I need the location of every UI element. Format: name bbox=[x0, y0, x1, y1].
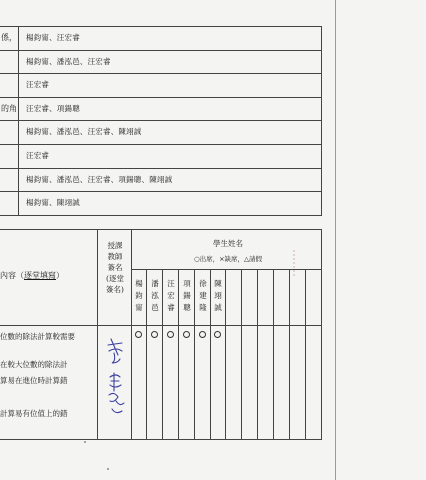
content-line: 算易在進位時計算錯 bbox=[0, 376, 68, 385]
row-names: 楊鈞甯、潘泓邑、汪宏睿、項鍚聰、陳翊誠 bbox=[26, 174, 173, 184]
content-line: 在較大位數的除法計 bbox=[0, 360, 68, 369]
teacher-header-line: 簽名 bbox=[107, 263, 123, 272]
name-row bbox=[0, 98, 322, 122]
name-row bbox=[0, 145, 322, 169]
page-edge-line bbox=[335, 0, 336, 480]
row-left-cell: 的角 bbox=[0, 98, 19, 121]
attendance-present-mark bbox=[214, 331, 221, 338]
row-left-cell bbox=[0, 74, 19, 97]
col-divider bbox=[225, 269, 226, 440]
student-name: 陳 翊 誠 bbox=[214, 279, 222, 312]
content-header-prefix: 內容（ bbox=[0, 271, 24, 280]
row-left-cell bbox=[0, 192, 19, 215]
teacher-header-line: 教師 bbox=[107, 252, 123, 261]
col-divider bbox=[257, 269, 258, 440]
name-row bbox=[0, 74, 322, 98]
col-divider bbox=[289, 269, 290, 440]
col-divider bbox=[162, 269, 163, 440]
row-divider bbox=[0, 325, 321, 326]
col-divider bbox=[146, 269, 147, 440]
teacher-header-line: (逐堂 bbox=[106, 274, 124, 283]
content-line: 計算易有位值上的錯 bbox=[0, 409, 68, 418]
row-names: 汪宏睿 bbox=[26, 150, 50, 160]
name-row bbox=[0, 169, 322, 193]
student-name: 楊 鈞 甯 bbox=[135, 279, 143, 312]
row-left-cell bbox=[0, 51, 19, 74]
content-line: 位數的除法計算較需要 bbox=[0, 332, 75, 341]
handwritten-signature bbox=[104, 333, 128, 419]
name-row bbox=[0, 121, 322, 145]
speck bbox=[107, 468, 109, 470]
content-header-underlined: 逐堂填寫 bbox=[24, 271, 56, 280]
attendance-present-mark bbox=[151, 331, 158, 338]
name-row bbox=[0, 192, 322, 216]
row-names: 楊鈞甯、陳翊誠 bbox=[26, 198, 80, 208]
col-divider bbox=[241, 269, 242, 440]
student-name: 潘 泓 邑 bbox=[151, 279, 159, 312]
content-header bbox=[0, 270, 64, 281]
row-left-cell: 係， bbox=[0, 27, 19, 50]
attendance-present-mark bbox=[135, 331, 142, 338]
row-left-cell bbox=[0, 145, 19, 168]
row-names: 楊鈞甯、潘泓邑、汪宏睿、陳翊誠 bbox=[26, 127, 142, 137]
faint-stamp-mark bbox=[292, 250, 296, 278]
row-names: 楊鈞甯、潘泓邑、汪宏睿 bbox=[26, 56, 111, 66]
attendance-present-mark bbox=[199, 331, 206, 338]
students-title: 學生姓名 bbox=[213, 239, 243, 248]
row-left-cell bbox=[0, 121, 19, 144]
content-header-suffix: ） bbox=[56, 271, 64, 280]
col-divider bbox=[178, 269, 179, 440]
row-left-cell bbox=[0, 169, 19, 192]
attendance-present-mark bbox=[183, 331, 190, 338]
col-divider bbox=[305, 269, 306, 440]
col-divider bbox=[273, 269, 274, 440]
teacher-signature-header bbox=[98, 240, 132, 295]
row-names: 汪宏睿、項鍚聰 bbox=[26, 103, 80, 113]
student-name: 徐 建 隆 bbox=[199, 279, 207, 312]
row-names: 楊鈞甯、汪宏睿 bbox=[26, 33, 80, 42]
student-name: 項 鍚 聰 bbox=[183, 279, 191, 312]
speck bbox=[84, 441, 86, 443]
row-names: 汪宏睿 bbox=[26, 80, 50, 90]
name-row bbox=[0, 27, 322, 51]
teacher-header-line: 授課 bbox=[107, 241, 123, 250]
col-divider bbox=[194, 269, 195, 440]
student-name: 汪 宏 睿 bbox=[167, 279, 175, 312]
attendance-table bbox=[0, 229, 322, 440]
attendance-legend: ○出席，×缺席，△請假 bbox=[193, 255, 263, 263]
teacher-header-line: 簽名) bbox=[106, 285, 124, 294]
name-row bbox=[0, 51, 322, 75]
attendance-present-mark bbox=[167, 331, 174, 338]
upper-name-table bbox=[0, 26, 322, 216]
